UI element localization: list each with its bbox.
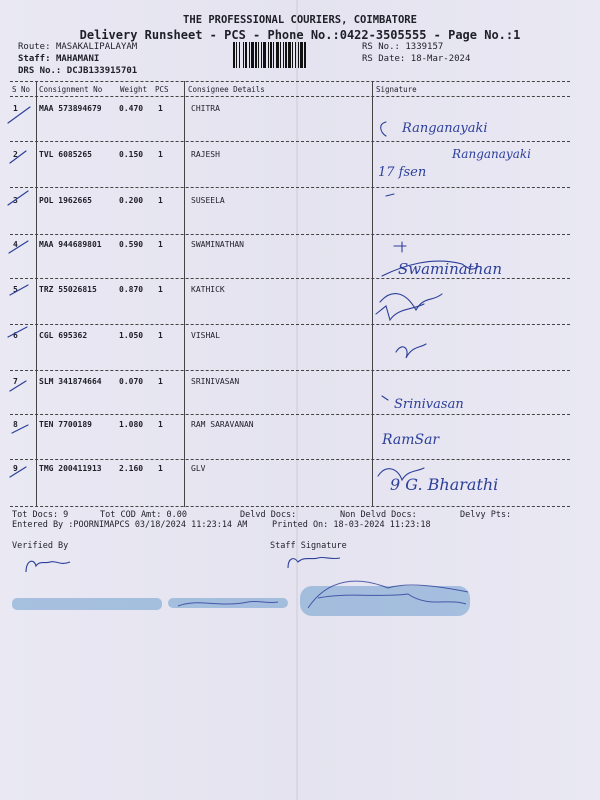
row-weight: 0.150 <box>119 150 144 159</box>
row-pcs: 1 <box>158 377 163 386</box>
barcode-bar <box>236 42 237 68</box>
row-sno: 7 <box>13 377 18 386</box>
row-consignment: POL 1962665 <box>39 196 92 205</box>
non-delvd-docs: Non Delvd Docs: <box>340 510 417 520</box>
barcode-bar <box>261 42 262 68</box>
entered-by: Entered By :POORNIMAPCS 03/18/2024 11:23:14 AM <box>12 520 248 530</box>
row-consignment: MAA 944689801 <box>39 240 102 249</box>
drs-label: DRS No.: <box>18 66 62 76</box>
barcode <box>232 42 358 68</box>
barcode-bar <box>283 42 284 68</box>
rs-date-label: RS Date: <box>362 54 406 64</box>
row-consignment: SLM 341874664 <box>39 377 102 386</box>
barcode-bar <box>255 42 257 68</box>
row-consignee: KATHICK <box>191 285 225 294</box>
table-top-rule <box>10 81 570 82</box>
row-sno: 1 <box>13 104 18 113</box>
staff-value: MAHAMANI <box>55 54 100 64</box>
row-consignee: RAJESH <box>191 150 220 159</box>
row-consignee: SUSEELA <box>191 196 225 205</box>
barcode-bar <box>249 42 250 68</box>
row-sno: 5 <box>13 285 18 294</box>
barcode-bar <box>295 42 296 68</box>
row-weight: 0.070 <box>119 377 144 386</box>
row-sno: 6 <box>13 331 18 340</box>
row-weight: 0.870 <box>119 285 144 294</box>
row-consignee: CHITRA <box>191 104 220 113</box>
row-consignee: SRINIVASAN <box>191 377 240 386</box>
row-pcs: 1 <box>158 464 163 473</box>
row-consignment: MAA 573894679 <box>39 104 102 113</box>
row-consignment: TMG 200411913 <box>39 464 102 473</box>
rs-date-value: 18-Mar-2024 <box>410 54 471 64</box>
row-sno: 2 <box>13 150 18 159</box>
route-label: Route: <box>18 42 51 52</box>
row-sno: 4 <box>13 240 18 249</box>
column-divider <box>184 81 185 507</box>
signature-row1: Ranganayaki <box>402 121 488 136</box>
staff-signature-label: Staff Signature <box>270 541 347 551</box>
col-header-pcs: PCS <box>155 85 169 94</box>
runsheet-title: Delivery Runsheet - PCS - Phone No.:0422-3505555 - Page No.:1 <box>79 28 521 42</box>
signature-row2b: 17 fsen <box>378 165 427 180</box>
row-weight: 0.590 <box>119 240 144 249</box>
col-header-signature: Signature <box>376 85 417 94</box>
tot-docs: Tot Docs: 9 <box>12 510 69 520</box>
route-value: MASAKALIPALAYAM <box>55 42 138 52</box>
row-weight: 0.470 <box>119 104 144 113</box>
row-consignee: RAM SARAVANAN <box>191 420 254 429</box>
barcode-bar <box>285 42 287 68</box>
barcode-bar <box>233 42 235 68</box>
company-name: THE PROFESSIONAL COURIERS, COIMBATORE <box>183 14 417 26</box>
barcode-bar <box>273 42 274 68</box>
drs-line <box>18 66 137 76</box>
row-pcs: 1 <box>158 104 163 113</box>
row-pcs: 1 <box>158 196 163 205</box>
row-consignment: TRZ 55026815 <box>39 285 97 294</box>
signature-row7: Srinivasan <box>394 397 464 412</box>
paper-fold <box>296 0 298 800</box>
signature-column <box>372 96 582 516</box>
row-pcs: 1 <box>158 240 163 249</box>
barcode-bar <box>258 42 259 68</box>
row-sno: 9 <box>13 464 18 473</box>
row-consignment: CGL 695362 <box>39 331 88 340</box>
row-consignee: SWAMINATHAN <box>191 240 244 249</box>
barcode-bar <box>292 42 293 68</box>
barcode-bar <box>251 42 254 68</box>
barcode-bar <box>298 42 299 68</box>
row-consignee: GLV <box>191 464 206 473</box>
row-sno: 8 <box>13 420 18 429</box>
scribble-smudge <box>8 568 508 628</box>
barcode-bar <box>270 42 272 68</box>
row-pcs: 1 <box>158 420 163 429</box>
barcode-bar <box>268 42 269 68</box>
staff-line <box>18 54 99 64</box>
row-weight: 2.160 <box>119 464 144 473</box>
delvd-docs: Delvd Docs: <box>240 510 297 520</box>
signature-row4: Swaminathan <box>398 260 502 278</box>
row-weight: 1.080 <box>119 420 144 429</box>
tot-cod-amt: Tot COD Amt: 0.00 <box>100 510 187 520</box>
barcode-bar <box>245 42 247 68</box>
rs-date-line <box>362 54 470 64</box>
row-consignee: VISHAL <box>191 331 220 340</box>
rs-no-line <box>362 42 443 52</box>
barcode-bar <box>288 42 291 68</box>
barcode-bar <box>239 42 240 68</box>
row-pcs: 1 <box>158 285 163 294</box>
rs-no-label: RS No.: <box>362 42 400 52</box>
printed-on: Printed On: 18-03-2024 11:23:18 <box>272 520 431 530</box>
barcode-bar <box>243 42 244 68</box>
row-consignment: TVL 6085265 <box>39 150 92 159</box>
drs-value: DCJB133915701 <box>66 66 138 76</box>
tick-marks <box>0 95 40 515</box>
verified-by-label: Verified By <box>12 541 69 551</box>
row-weight: 1.050 <box>119 331 144 340</box>
delvy-pts: Delvy Pts: <box>460 510 512 520</box>
row-sno: 3 <box>13 196 18 205</box>
signature-row9: 9 G. Bharathi <box>390 475 499 494</box>
row-consignment: TEN 7700189 <box>39 420 92 429</box>
row-weight: 0.200 <box>119 196 144 205</box>
col-header-consignee: Consignee Details <box>188 85 265 94</box>
signature-row2a: Ranganayaki <box>452 147 531 161</box>
barcode-bar <box>304 42 306 68</box>
barcode-bar <box>263 42 266 68</box>
col-header-weight: Weight <box>120 85 148 94</box>
col-header-consignment: Consignment No <box>39 85 103 94</box>
row-pcs: 1 <box>158 150 163 159</box>
route-line <box>18 42 137 52</box>
row-pcs: 1 <box>158 331 163 340</box>
barcode-bar <box>300 42 303 68</box>
barcode-bar <box>280 42 281 68</box>
staff-label: Staff: <box>18 54 51 64</box>
col-header-sno: S No <box>12 85 31 94</box>
barcode-bar <box>276 42 279 68</box>
rs-no-value: 1339157 <box>405 42 444 52</box>
signature-row8: RamSar <box>382 432 440 448</box>
